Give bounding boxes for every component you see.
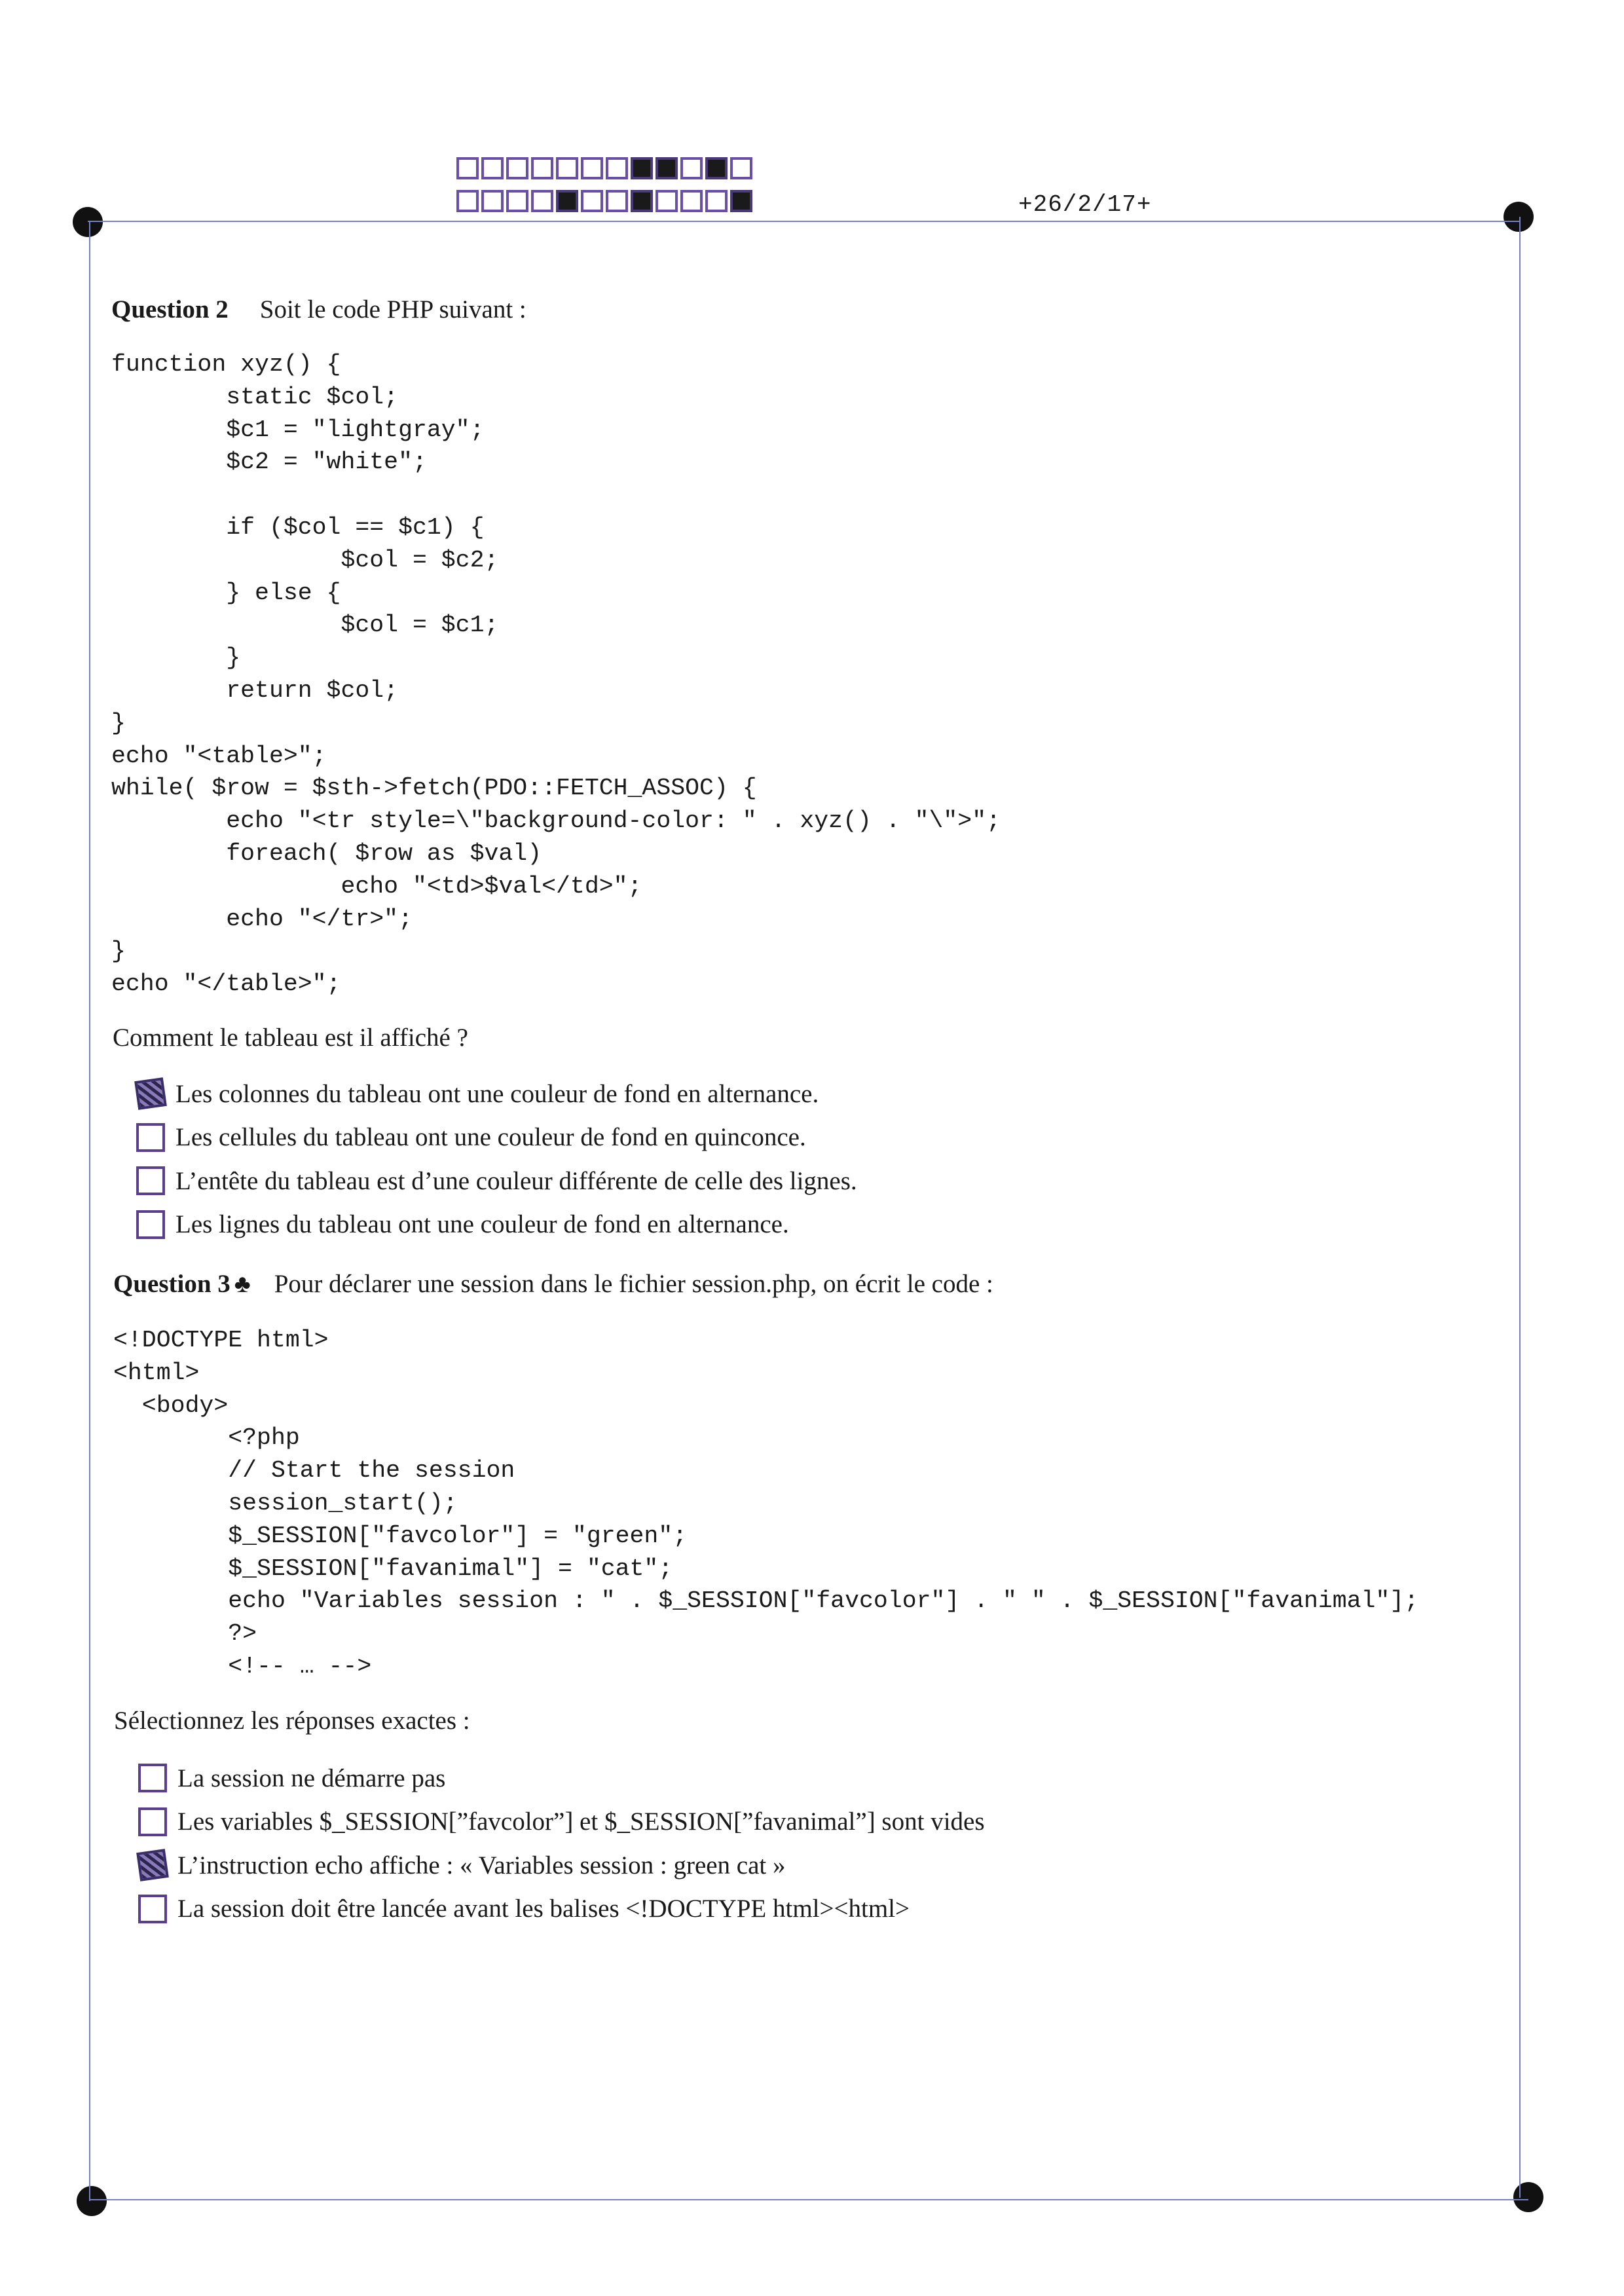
question-3-code: <!DOCTYPE html> <html> <body> <?php // Start the session session_start(); $_SESSION["favcolor"] = "green"; $_SESSION["favanimal"] = "cat"; echo "Variables session : " . $_SESSION["favcolor"] . " " . $_SESSION["favanimal"]; ?> <!-- … --> — [113, 1327, 1419, 1680]
answer-checkbox[interactable] — [138, 1807, 167, 1836]
corner-mark-top-right — [1504, 202, 1534, 232]
frame-top-line — [88, 221, 1519, 222]
id-code-box — [705, 157, 728, 179]
question-2-text: Soit le code PHP suivant : — [259, 295, 526, 324]
corner-mark-top-left — [73, 207, 103, 237]
id-code-box — [481, 157, 504, 179]
answer-text: Les cellules du tableau ont une couleur de fond en quinconce. — [175, 1123, 806, 1152]
question-2-prompt: Comment le tableau est il affiché ? — [113, 1024, 468, 1052]
answer-text: L’entête du tableau est d’une couleur différente de celle des lignes. — [175, 1166, 857, 1195]
answer-checkbox[interactable] — [136, 1849, 169, 1881]
answer-checkbox[interactable] — [136, 1210, 165, 1239]
answer-option[interactable] — [138, 1843, 985, 1887]
frame-right-line — [1519, 217, 1521, 2198]
answer-option[interactable] — [138, 1800, 985, 1844]
id-code-box — [631, 190, 653, 212]
answer-checkbox[interactable] — [136, 1123, 165, 1152]
id-code-row-1 — [456, 157, 755, 179]
question-3-header — [113, 1269, 993, 1299]
corner-mark-bottom-left — [77, 2186, 107, 2216]
answer-checkbox[interactable] — [138, 1764, 167, 1792]
answer-text: Les colonnes du tableau ont une couleur de fond en alternance. — [175, 1079, 819, 1108]
answer-option[interactable] — [136, 1203, 857, 1247]
id-code-box — [606, 157, 628, 179]
question-3-label: Question 3 — [113, 1270, 231, 1298]
id-code-box — [456, 190, 479, 212]
answer-option[interactable] — [136, 1159, 857, 1203]
answer-text: Les lignes du tableau ont une couleur de fond en alternance. — [175, 1210, 789, 1239]
id-code-box — [631, 157, 653, 179]
answer-option[interactable] — [138, 1756, 985, 1800]
answer-option[interactable] — [136, 1116, 857, 1160]
id-code-row-2 — [456, 190, 755, 212]
answer-checkbox[interactable] — [138, 1895, 167, 1923]
answer-option[interactable] — [136, 1072, 857, 1116]
id-code-box — [581, 190, 603, 212]
answer-checkbox[interactable] — [136, 1166, 165, 1195]
frame-bottom-line — [90, 2199, 1528, 2200]
question-2-answers — [136, 1072, 857, 1246]
id-code-box — [481, 190, 504, 212]
answer-text: L’instruction echo affiche : « Variables session : green cat » — [177, 1851, 786, 1879]
id-code-box — [456, 157, 479, 179]
id-code-box — [655, 157, 678, 179]
answer-checkbox[interactable] — [134, 1077, 167, 1110]
id-code-box — [506, 190, 528, 212]
id-code-box — [581, 157, 603, 179]
id-code-box — [506, 157, 528, 179]
id-code-box — [655, 190, 678, 212]
answer-option[interactable] — [138, 1887, 985, 1931]
sheet-id: +26/2/17+ — [1018, 191, 1152, 218]
question-3-text: Pour déclarer une session dans le fichier session.php, on écrit le code : — [274, 1270, 993, 1298]
corner-mark-bottom-right — [1513, 2182, 1543, 2212]
id-code-box — [730, 157, 752, 179]
club-icon: ♣ — [234, 1270, 251, 1298]
id-code-box — [556, 190, 578, 212]
id-code-box — [606, 190, 628, 212]
id-code-box — [531, 190, 553, 212]
answer-text: La session ne démarre pas — [177, 1764, 446, 1792]
question-2-label: Question 2 — [111, 295, 229, 324]
id-code-box — [730, 190, 752, 212]
id-code-box — [680, 190, 703, 212]
question-3-answers — [138, 1756, 985, 1931]
frame-left-line — [89, 222, 90, 2201]
id-code-box — [531, 157, 553, 179]
question-2-code: function xyz() { static $col; $c1 = "lightgray"; $c2 = "white"; if ($col == $c1) { $col = $c2; } else { $col = $c1; } return $col; } echo "<table>"; while( $row = $sth->fetch(PDO::FETCH_ASSOC) { echo "<tr style=\"background-color: " . xyz() . "\">"; foreach( $row as $val) echo "<td>$val</td>"; echo "</tr>"; } echo "</table>"; — [111, 351, 1001, 998]
answer-text: La session doit être lancée avant les balises <!DOCTYPE html><html> — [177, 1895, 910, 1923]
id-code-box — [680, 157, 703, 179]
id-code-box — [705, 190, 728, 212]
answer-text: Les variables $_SESSION[”favcolor”] et $_SESSION[”favanimal”] sont vides — [177, 1807, 985, 1836]
question-2-header — [111, 295, 526, 324]
id-code-box — [556, 157, 578, 179]
question-3-prompt: Sélectionnez les réponses exactes : — [114, 1707, 470, 1735]
